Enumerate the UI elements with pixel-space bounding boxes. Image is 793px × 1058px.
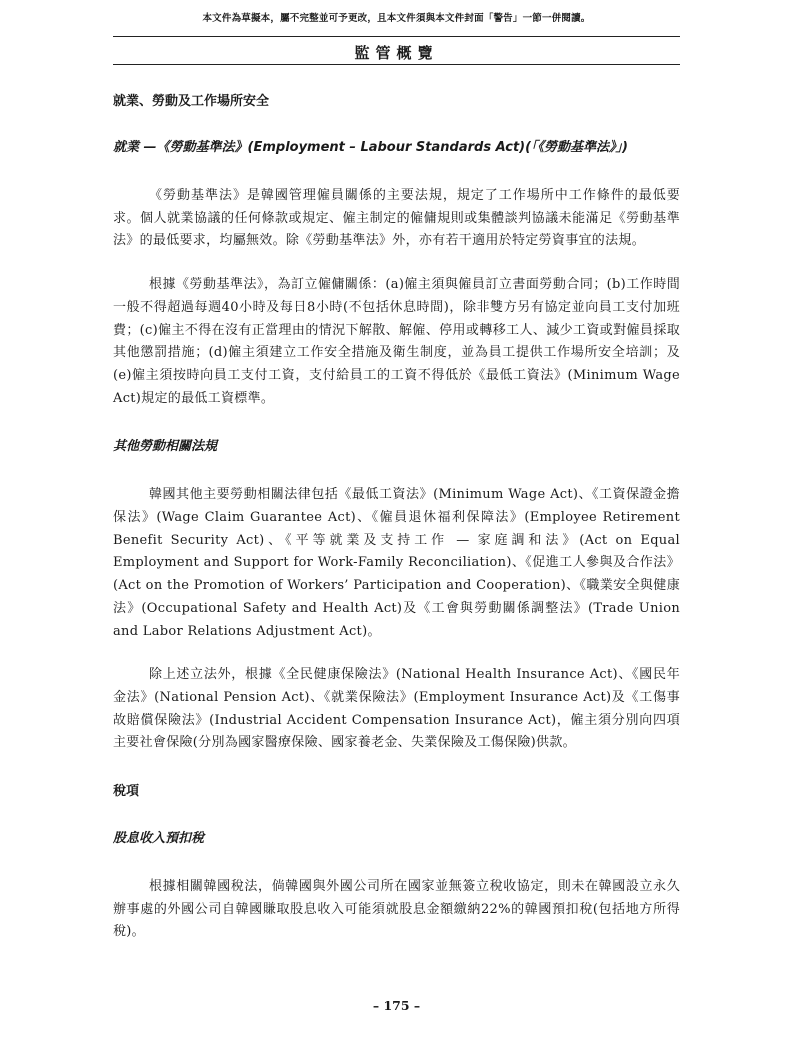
body-content — [113, 92, 680, 944]
labour-act-paragraph-2: 根據《勞動基準法》，為訂立僱傭關係：(a)僱主須與僱員訂立書面勞動合同；(b)工作時間一般不得超過每週40小時及每日8小時(不包括休息時間)，除非雙方另有協定並向員工支付加班費；(c)僱主不得在沒有正當理由的情況下解散、解僱、停用或轉移工人、減少工資或對僱員採取其他懲罰措施；(d)僱主須建立工作安全措施及衛生制度，並為員工提供工作場所安全培訓；及(e)僱主須按時向員工支付工資，支付給員工的工資不得低於《最低工資法》(Minimum Wage Act)規定的最低工資標準。 — [113, 277, 680, 406]
dividend-tax-paragraph: 根據相關韓國稅法，倘韓國與外國公司所在國家並無簽立稅收協定，則未在韓國設立永久辦事處的外國公司自韓國賺取股息收入可能須就股息金額繳納22%的韓國預扣稅(包括地方所得稅)。 — [113, 879, 680, 940]
header-rule-bottom — [113, 64, 680, 65]
tax-heading: 稅項 — [113, 784, 140, 800]
page-number: – 175 – — [372, 998, 421, 1013]
other-labour-paragraph-1: 韓國其他主要勞動相關法律包括《最低工資法》(Minimum Wage Act)、《工資保證金擔保法》(Wage Claim Guarantee Act)、《僱員退休福利保障法》(Employee Retirement Benefit Security Act)、《平等就業及支持工作 — 家庭調和法》(Act on Equal Employment and Support for Work-Family Reconciliation)、《促進工人參與及合作法》(Act on the Promotion of Workers’ Participation and Cooperation)、《職業安全與健康法》(Occupational Safety and Health Act)及《工會與勞動關係調整法》(Trade Union and Labor Relations Adjustment Act)。 — [113, 487, 680, 639]
labour-act-heading: 就業 —《勞動基準法》(Employment – Labour Standards Act)(「《勞動基準法》」) — [113, 140, 628, 155]
employment-heading: 就業、勞動及工作場所安全 — [113, 94, 270, 109]
labour-act-paragraph-1: 《勞動基準法》是韓國管理僱員關係的主要法規，規定了工作場所中工作條件的最低要求。個人就業協議的任何條款或規定、僱主制定的僱傭規則或集體談判協議未能滿足《勞動基準法》的最低要求，均屬無效。除《勞動基準法》外，亦有若干適用於特定勞資事宜的法規。 — [113, 188, 680, 249]
draft-notice: 本文件為草擬本，屬不完整並可予更改，且本文件須與本文件封面「警告」一節一併閱讀。 — [202, 13, 591, 24]
other-labour-paragraph-2: 除上述立法外，根據《全民健康保險法》(National Health Insurance Act)、《國民年金法》(National Pension Act)、《就業保險法》(Employment Insurance Act)及《工傷事故賠償保險法》(Industrial Accident Compensation Insurance Act)，僱主須分別向四項主要社會保險(分別為國家醫療保險、國家養老金、失業保險及工傷保險)供款。 — [113, 667, 680, 751]
other-labour-heading: 其他勞動相關法規 — [113, 439, 218, 455]
page-title: 監管概覽 — [354, 44, 439, 62]
header-rule-top — [113, 36, 680, 37]
dividend-tax-heading: 股息收入預扣稅 — [113, 831, 205, 847]
